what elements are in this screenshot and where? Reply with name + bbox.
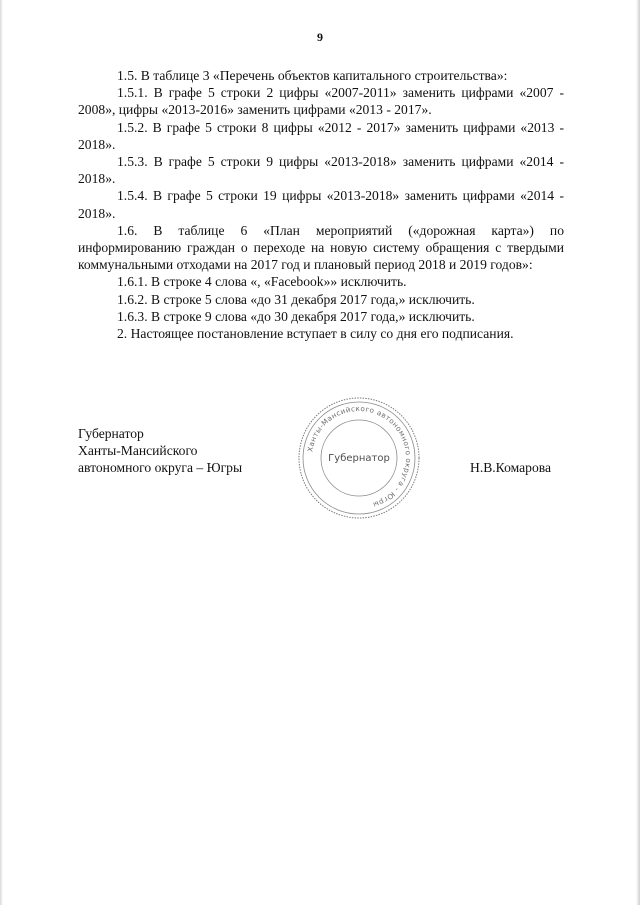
paragraph-1-6-3: 1.6.3. В строке 9 слова «до 30 декабря 2017 года,» исключить. bbox=[117, 308, 475, 324]
paragraph-1-5-4: 1.5.4. В графе 5 строки 19 цифры «2013-2018» заменить цифрами «2014 - 2018». bbox=[78, 188, 564, 221]
page-number: 9 bbox=[317, 30, 323, 44]
paragraph-1-5-2: 1.5.2. В графе 5 строки 8 цифры «2012 - 2017» заменить цифрами «2013 - 2018». bbox=[78, 119, 564, 152]
paragraph-1-5: 1.5. В таблице 3 «Перечень объектов капитального строительства»: bbox=[117, 68, 508, 83]
paragraph-1-6-1: 1.6.1. В строке 4 слова «, «Facebook»» исключить. bbox=[117, 274, 407, 290]
document-body bbox=[78, 67, 564, 342]
paragraph-1-5-1: 1.5.1. В графе 5 строки 2 цифры «2007-2011» заменить цифрами «2007 - 2008», цифры «2013-2016» заменить цифрами «2013 - 2017». bbox=[78, 85, 564, 118]
scan-edge-right bbox=[636, 0, 640, 905]
signature-title-line-2: Ханты-Мансийского bbox=[78, 443, 198, 459]
signer-name: Н.В.Комарова bbox=[470, 460, 552, 475]
signature-title bbox=[78, 425, 242, 477]
signature-title-line-3: автономного округа – Югры bbox=[78, 460, 243, 476]
paragraph-1-6-2: 1.6.2. В строке 5 слова «до 31 декабря 2017 года,» исключить. bbox=[117, 291, 475, 307]
official-stamp bbox=[296, 395, 422, 521]
paragraph-1-6: 1.6. В таблице 6 «План мероприятий («дорожная карта») по информированию граждан о переходе на новую систему обращения с твердыми коммунальными отходами на 2017 год и плановый период 2018 и 2019 годов»: bbox=[78, 222, 564, 273]
scan-edge-left bbox=[0, 0, 3, 905]
stamp-ring-text: Ханты-Мансийского автономного округа - Югры bbox=[305, 403, 414, 510]
paragraph-2: 2. Настоящее постановление вступает в силу со дня его подписания. bbox=[117, 326, 514, 342]
paragraph-1-5-3: 1.5.3. В графе 5 строки 9 цифры «2013-2018» заменить цифрами «2014 - 2018». bbox=[78, 154, 564, 187]
stamp-center-text: Губернатор bbox=[328, 453, 390, 464]
signature-title-line-1: Губернатор bbox=[78, 426, 144, 441]
